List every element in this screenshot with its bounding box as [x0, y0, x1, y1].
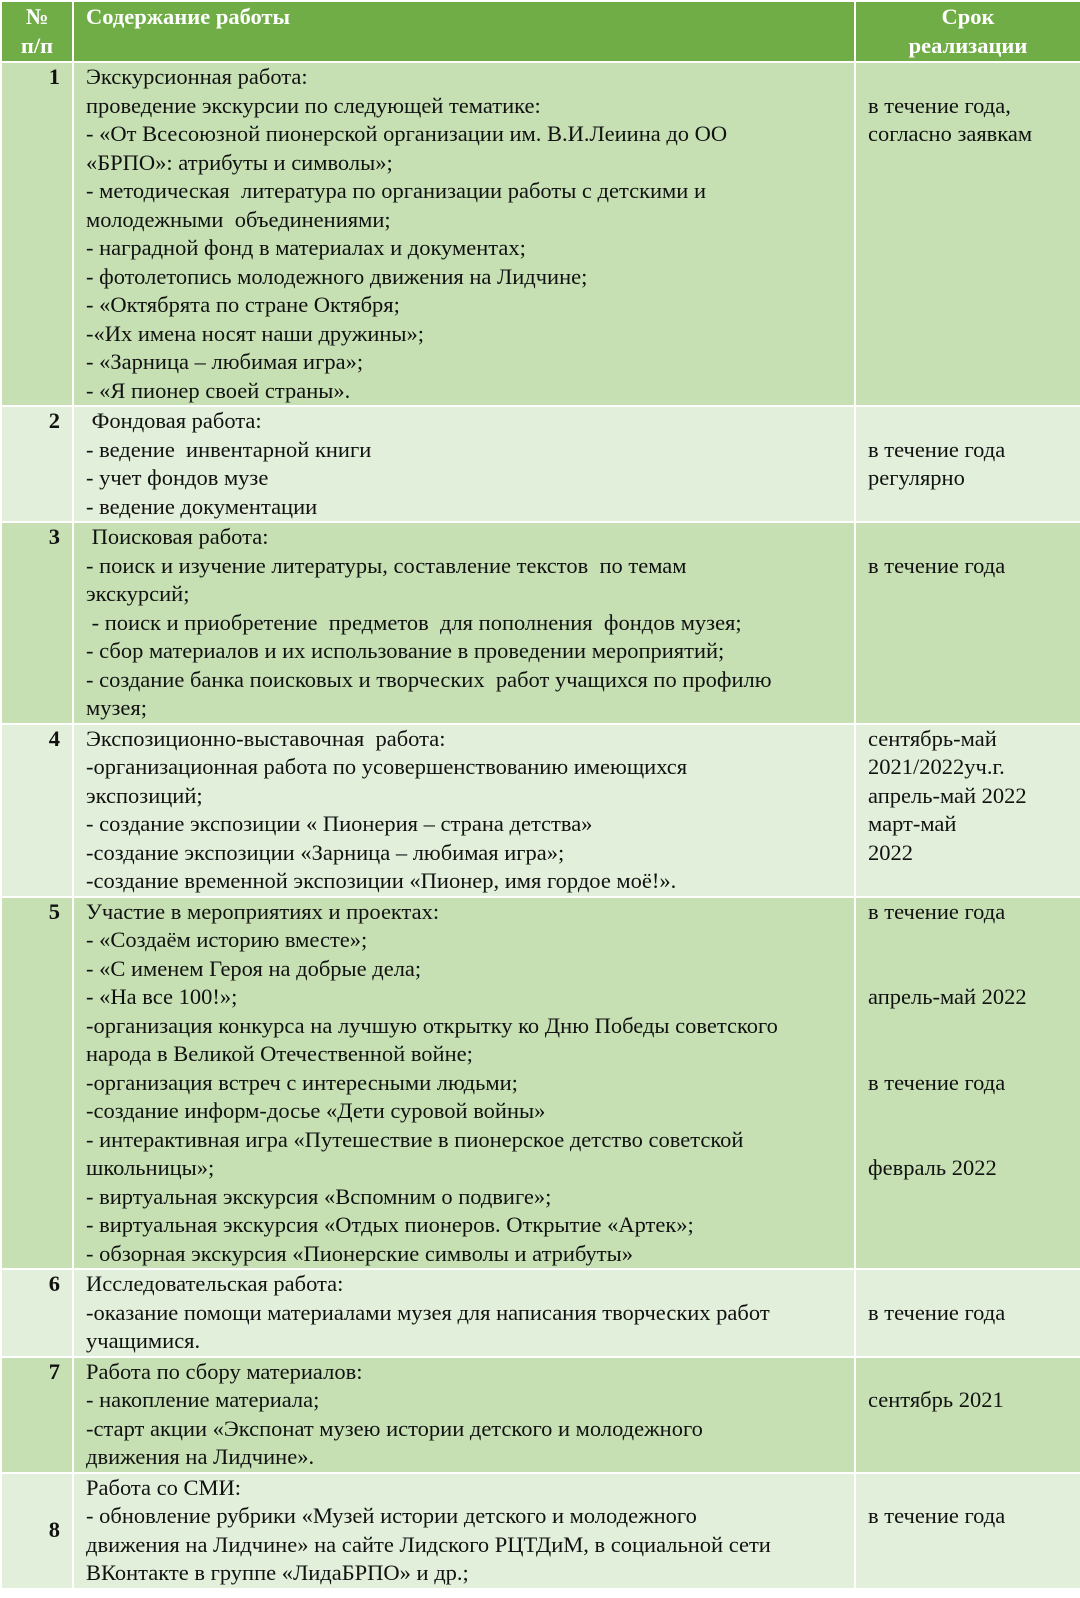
table-header: [1, 1, 1080, 62]
content-line: -организационная работа по усовершенствованию имеющихся: [86, 754, 688, 779]
content-line: экскурсий;: [86, 581, 190, 606]
term-line: апрель-май 2022: [868, 984, 1027, 1009]
content-line: -создание информ-досье «Дети суровой войны»: [86, 1098, 546, 1123]
content-line: - «От Всесоюзной пионерской организации им. В.И.Леиина до ОО: [86, 121, 728, 146]
content-line: - виртуальная экскурсия «Вспомним о подвиге»;: [86, 1183, 552, 1209]
term-line: [868, 1040, 1076, 1069]
content-line: - «Я пионер своей страны».: [86, 377, 351, 403]
content-line: - «На все 100!»;: [86, 984, 238, 1009]
term-line: [868, 926, 1076, 955]
content-line: -организация конкурса на лучшую открытку ко Дню Победы советского: [86, 1012, 778, 1038]
content-line: -«Их имена носят наши дружины»;: [86, 320, 425, 346]
content-line: Поисковая работа:: [86, 524, 269, 549]
content-line: - поиск и приобретение предметов для пополнения фондов музея;: [86, 609, 742, 635]
row-content: [73, 724, 855, 897]
term-line: регулярно: [868, 465, 965, 490]
header-number: № п/п: [1, 1, 73, 62]
row-number: 7: [1, 1357, 73, 1473]
content-line: - создание экспозиции « Пионерия – страна детства»: [86, 811, 593, 836]
term-line: [868, 407, 1076, 436]
row-term: [855, 1269, 1080, 1357]
table-row: [1, 406, 1080, 522]
row-content: [73, 406, 855, 522]
term-line: [868, 1097, 1076, 1126]
table-row: [1, 62, 1080, 406]
table-row: [1, 724, 1080, 897]
content-line: -создание экспозиции «Зарница – любимая игра»;: [86, 839, 565, 865]
content-line: - «С именем Героя на добрые дела;: [86, 955, 422, 981]
term-line: [868, 955, 1076, 984]
content-line: -создание временной экспозиции «Пионер, имя гордое моё!».: [86, 868, 677, 893]
content-line: - ведение документации: [86, 493, 318, 519]
row-term: [855, 897, 1080, 1270]
content-line: - обновление рубрики «Музей истории детского и молодежного: [86, 1503, 697, 1528]
table-row: [1, 1473, 1080, 1589]
content-line: движения на Лидчине» на сайте Лидского РЦТДиМ, в социальной сети: [86, 1531, 771, 1557]
content-line: - ведение инвентарной книги: [86, 436, 372, 462]
term-line: [868, 523, 1076, 552]
content-line: -организация встреч с интересными людьми;: [86, 1069, 518, 1095]
row-term: [855, 1473, 1080, 1589]
content-line: -старт акции «Экспонат музею истории детского и молодежного: [86, 1415, 703, 1441]
content-line: учащимися.: [86, 1328, 201, 1353]
term-line: апрель-май 2022: [868, 782, 1027, 808]
row-number: 2: [1, 406, 73, 522]
row-number: 8: [1, 1473, 73, 1589]
term-line: [868, 1270, 1076, 1299]
content-line: - «Создаём историю вместе»;: [86, 927, 368, 952]
content-line: экспозиций;: [86, 782, 203, 808]
term-line: в течение года: [868, 1299, 1006, 1325]
term-line: февраль 2022: [868, 1155, 997, 1180]
row-term: [855, 724, 1080, 897]
term-line: в течение года: [868, 436, 1006, 462]
row-content: [73, 1473, 855, 1589]
content-line: Работа по сбору материалов:: [86, 1358, 363, 1384]
content-line: Экскурсионная работа:: [86, 64, 308, 89]
term-line: в течение года,: [868, 92, 1011, 118]
row-term: [855, 1357, 1080, 1473]
term-line: март-май: [868, 811, 957, 836]
content-line: Работа со СМИ:: [86, 1474, 241, 1500]
table-body: [1, 62, 1080, 1589]
term-line: в течение года: [868, 552, 1006, 578]
row-content: [73, 1357, 855, 1473]
content-line: Исследовательская работа:: [86, 1271, 344, 1296]
content-line: Фондовая работа:: [86, 408, 262, 433]
table-row: [1, 1357, 1080, 1473]
content-line: движения на Лидчине».: [86, 1444, 315, 1469]
row-content: [73, 522, 855, 724]
row-term: [855, 406, 1080, 522]
content-line: - обзорная экскурсия «Пионерские символы и атрибуты»: [86, 1240, 634, 1266]
content-line: народа в Великой Отечественной войне;: [86, 1041, 473, 1066]
content-line: - поиск и изучение литературы, составление текстов по темам: [86, 552, 687, 578]
row-content: [73, 1269, 855, 1357]
header-term: Срок реализации: [855, 1, 1080, 62]
content-line: «БРПО»: атрибуты и символы»;: [86, 149, 393, 175]
row-term: [855, 522, 1080, 724]
term-line: [868, 1474, 1076, 1503]
content-line: - сбор материалов и их использование в проведении мероприятий;: [86, 638, 725, 663]
content-line: молодежными объединениями;: [86, 206, 391, 232]
content-line: проведение экскурсии по следующей тематике:: [86, 92, 541, 118]
row-number: 6: [1, 1269, 73, 1357]
content-line: школьницы»;: [86, 1155, 215, 1180]
term-line: в течение года: [868, 1503, 1006, 1528]
table-row: [1, 522, 1080, 724]
term-line: 2021/2022уч.г.: [868, 754, 1005, 779]
content-line: - методическая литература по организации работы с детскими и: [86, 178, 706, 203]
row-content: [73, 897, 855, 1270]
term-line: в течение года: [868, 1069, 1006, 1095]
content-line: - фотолетопись молодежного движения на Лидчине;: [86, 263, 588, 289]
row-number: 5: [1, 897, 73, 1270]
content-line: - «Октябрята по стране Октября;: [86, 292, 400, 317]
term-line: в течение года: [868, 898, 1006, 924]
content-line: - интерактивная игра «Путешествие в пионерское детство советской: [86, 1126, 744, 1152]
content-line: - «Зарница – любимая игра»;: [86, 349, 364, 374]
content-line: - виртуальная экскурсия «Отдых пионеров. Открытие «Артек»;: [86, 1212, 694, 1237]
row-number: 1: [1, 62, 73, 406]
term-line: сентябрь 2021: [868, 1387, 1004, 1412]
term-line: сентябрь-май: [868, 725, 997, 751]
content-line: - создание банка поисковых и творческих работ учащихся по профилю: [86, 666, 772, 692]
row-number: 4: [1, 724, 73, 897]
content-line: - накопление материала;: [86, 1387, 320, 1412]
header-content: Содержание работы: [73, 1, 855, 62]
term-line: 2022: [868, 839, 913, 865]
content-line: Экспозиционно-выставочная работа:: [86, 725, 446, 751]
row-number: 3: [1, 522, 73, 724]
content-line: Участие в мероприятиях и проектах:: [86, 898, 440, 924]
term-line: [868, 1358, 1076, 1387]
table-row: [1, 1269, 1080, 1357]
content-line: музея;: [86, 695, 147, 720]
content-line: - наградной фонд в материалах и документах;: [86, 235, 526, 260]
content-line: ВКонтакте в группе «ЛидаБРПО» и др.;: [86, 1560, 469, 1585]
term-line: согласно заявкам: [868, 121, 1033, 146]
row-content: [73, 62, 855, 406]
term-line: [868, 1012, 1076, 1041]
row-term: [855, 62, 1080, 406]
table-row: [1, 897, 1080, 1270]
term-line: [868, 63, 1076, 92]
term-line: [868, 1126, 1076, 1155]
content-line: -оказание помощи материалами музея для написания творческих работ: [86, 1299, 770, 1325]
content-line: - учет фондов музе: [86, 465, 269, 490]
